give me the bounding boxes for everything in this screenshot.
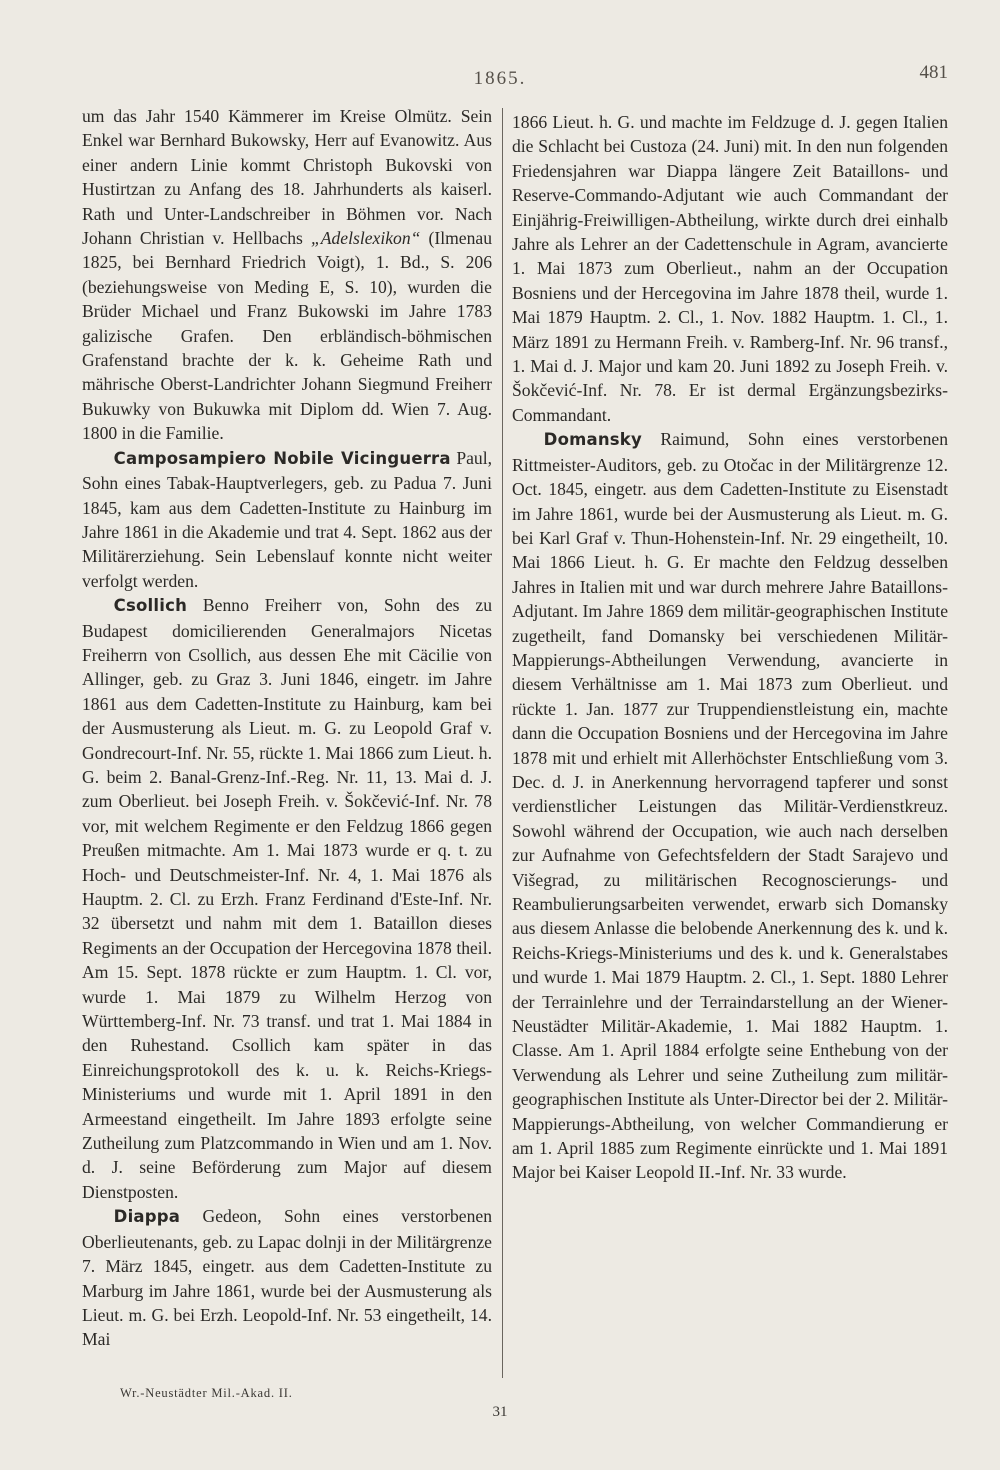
paragraph-continuation bbox=[82, 104, 492, 446]
footnote: Wr.-Neustädter Mil.-Akad. II. bbox=[120, 1386, 293, 1400]
entry-text: Paul, Sohn eines Tabak-Hauptverlegers, geb. zu Padua 7. Juni 1845, kam aus dem Cadetten-Institute zu Hainburg im Jahre 1861 in die Akademie und trat 4. Sept. 1862 aus der Militärerziehung. Sein Lebenslauf konnte nicht weiter verfolgt werden. bbox=[82, 447, 492, 591]
text-segment: (Ilmenau 1825, bei Bernhard Friedrich Voigt), 1. Bd., S. 206 (beziehungsweise von Meding E, S. 10), wurden die Brüder Michael und Franz Bukowski im Jahre 1783 galizische Grafen. Den erbländisch-böhmischen Grafenstand brachte der k. k. Geheime Rath und mährische Oberst-Landrichter Johann Siegmund Freiherr Bukuwky von Bukuwka mit Diplom dd. Wien 7. Aug. 1800 in die Familie. bbox=[82, 228, 492, 444]
signature-mark: 31 bbox=[492, 1404, 508, 1420]
text-segment: um das Jahr 1540 Kämmerer im Kreise Olmütz. Sein Enkel war Bernhard Bukowsky, Herr auf Evanowitz. Aus einer andern Linie kommt Christoph Bukovski von Hustirtzan zu Anfang des 18. Jahrhunderts als kaiserl. Rath und Unter-Landschreiber in Böhmen vor. Nach Johann Christian v. Hellbachs bbox=[82, 106, 492, 249]
entry-name: Camposampiero Nobile Vicinguerra bbox=[113, 448, 451, 468]
right-column bbox=[512, 110, 948, 1185]
entry-text: Raimund, Sohn eines verstorbenen Rittmeister-Auditors, geb. zu Otočac in der Militärgrenze 12. Oct. 1845, eingetr. aus dem Cadetten-Institute zu Eisenstadt im Jahre 1861, wurde bei der Ausmusterung als Lieut. m. G. bei Karl Graf v. Thun-Hohenstein-Inf. Nr. 29 eingetheilt, 10. Mai 1866 Lieut. h. G. Er machte den Feldzug desselben Jahres in Italien mit und war durch mehrere Jahre Bataillons-Adjutant. Im Jahre 1869 dem militär-geographischen Institute zugetheilt, fand Domansky bei verschiedenen Militär-Mappierungs-Abtheilungen Verwendung, avancierte in diesem Verhältnisse am 1. Mai 1873 zum Oberlieut. und rückte 1. Jan. 1877 zur Truppendienstleistung ein, machte dann die Occupation Bosniens und der Hercegovina im Jahre 1878 mit und erhielt mit Allerhöchster Entschließung vom 3. Dec. d. J. in Anerkennung hervorragend tapferer und sonst verdienstlicher Leistungen das Militär-Verdienstkreuz. Sowohl während der Occupation, wie auch nach derselben zur Aufnahme von Gefechtsfeldern der Stadt Sarajevo und Višegrad, zu militärischen Recognoscierungs- und Reambulierungsarbeiten verwendet, erwarb sich Domansky aus diesem Anlasse die belobende Anerkennung des k. und k. Reichs-Kriegs-Ministeriums und des k. und k. Generalstabes und wurde 1. Mai 1879 Hauptm. 2. Cl., 1. Sept. 1880 Lehrer der Terrainlehre und der Terraindarstellung an der Wiener-Neustädter Militär-Akademie, 1. Mai 1882 Hauptm. 1. Classe. Am 1. April 1884 erfolgte seine Enthebung von der Verwendung als Lehrer und seine Zutheilung zum militär-geographischen Institute als Unter-Director bei der 2. Militär-Mappierungs-Abtheilung, von welcher Commandierung er am 1. April 1885 zum Regimente einrückte und 1. Mai 1891 Major bei Kaiser Leopold II.-Inf. Nr. 33 wurde. bbox=[512, 429, 948, 1183]
entry-diappa bbox=[82, 1204, 492, 1351]
column-divider bbox=[502, 108, 503, 1378]
entry-text: Gedeon, Sohn eines verstorbenen Oberlieutenants, geb. zu Lapac dolnji in der Militärgrenze 7. März 1845, eingetr. aus dem Cadetten-Institute zu Marburg im Jahre 1861, wurde bei der Ausmusterung als Lieut. m. G. bei Erzh. Leopold-Inf. Nr. 53 eingetheilt, 14. Mai bbox=[82, 1206, 492, 1350]
entry-name: Csollich bbox=[113, 596, 188, 616]
page-number: 481 bbox=[919, 62, 948, 83]
running-head-year: 1865. bbox=[473, 68, 527, 89]
entry-csollich bbox=[82, 593, 492, 1204]
entry-camposampiero bbox=[82, 446, 492, 593]
entry-name: Domansky bbox=[543, 430, 642, 450]
paragraph-continuation: 1866 Lieut. h. G. und machte im Feldzuge d. J. gegen Italien die Schlacht bei Custoza (24. Juni) mit. In den nun folgenden Friedensjahren war Diappa längere Zeit Bataillons- und Reserve-Commando-Adjutant wie auch Commandant der Einjährig-Freiwilligen-Abtheilung, wirkte durch drei einhalb Jahre als Lehrer an der Cadettenschule in Agram, avancierte 1. Mai 1873 zum Oberlieut., nahm an der Occupation Bosniens und der Hercegovina im Jahre 1878 theil, wurde 1. Mai 1879 Hauptm. 2. Cl., 1. Nov. 1882 Hauptm. 1. Cl., 1. März 1891 zu Hermann Freih. v. Ramberg-Inf. Nr. 96 transf., 1. Mai d. J. Major und kam 20. Juni 1892 zu Joseph Freih. v. Šokčević-Inf. Nr. 78. Er ist dermal Ergänzungsbezirks-Commandant. bbox=[512, 112, 948, 425]
entry-text: Benno Freiherr von, Sohn des zu Budapest domicilierenden Generalmajors Nicetas Freiherrn von Csollich, aus dessen Ehe mit Cäcilie von Allinger, geb. zu Graz 3. Juni 1846, eingetr. im Jahre 1861 aus dem Cadetten-Institute zu Hainburg, kam bei der Ausmusterung als Lieut. m. G. zu Leopold Graf v. Gondrecourt-Inf. Nr. 55, rückte 1. Mai 1866 zum Lieut. h. G. beim 2. Banal-Grenz-Inf.-Reg. Nr. 11, 13. Mai d. J. zum Oberlieut. bei Joseph Freih. v. Šokčević-Inf. Nr. 78 vor, mit welchem Regimente er den Feldzug 1866 gegen Preußen mitmachte. Am 1. Mai 1873 wurde er q. t. zu Hoch- und Deutschmeister-Inf. Nr. 4, 1. Mai 1876 als Hauptm. 2. Cl. zu Erzh. Franz Ferdinand d'Este-Inf. Nr. 32 übersetzt und nahm mit dem 1. Bataillon dieses Regiments an der Occupation der Hercegovina 1878 theil. Am 15. Sept. 1878 rückte er zum Hauptm. 1. Cl. vor, wurde 1. Mai 1879 zu Wilhelm Herzog von Württemberg-Inf. Nr. 73 transf. und trat 1. Mai 1884 in den Ruhestand. Csollich kam später in das Einreichungsprotokoll des k. u. k. Reichs-Kriegs-Ministeriums und wurde mit 1. April 1891 in den Armeestand eingetheilt. Im Jahre 1893 erfolgte seine Zutheilung zum Platzcommando in Wien und am 1. Nov. d. J. seine Beförderung zum Major auf diesem Dienstposten. bbox=[82, 595, 492, 1202]
entry-domansky bbox=[512, 427, 948, 1185]
left-column bbox=[82, 104, 492, 1352]
entry-name: Diappa bbox=[113, 1207, 181, 1227]
book-title: „Adelslexikon“ bbox=[310, 228, 421, 249]
